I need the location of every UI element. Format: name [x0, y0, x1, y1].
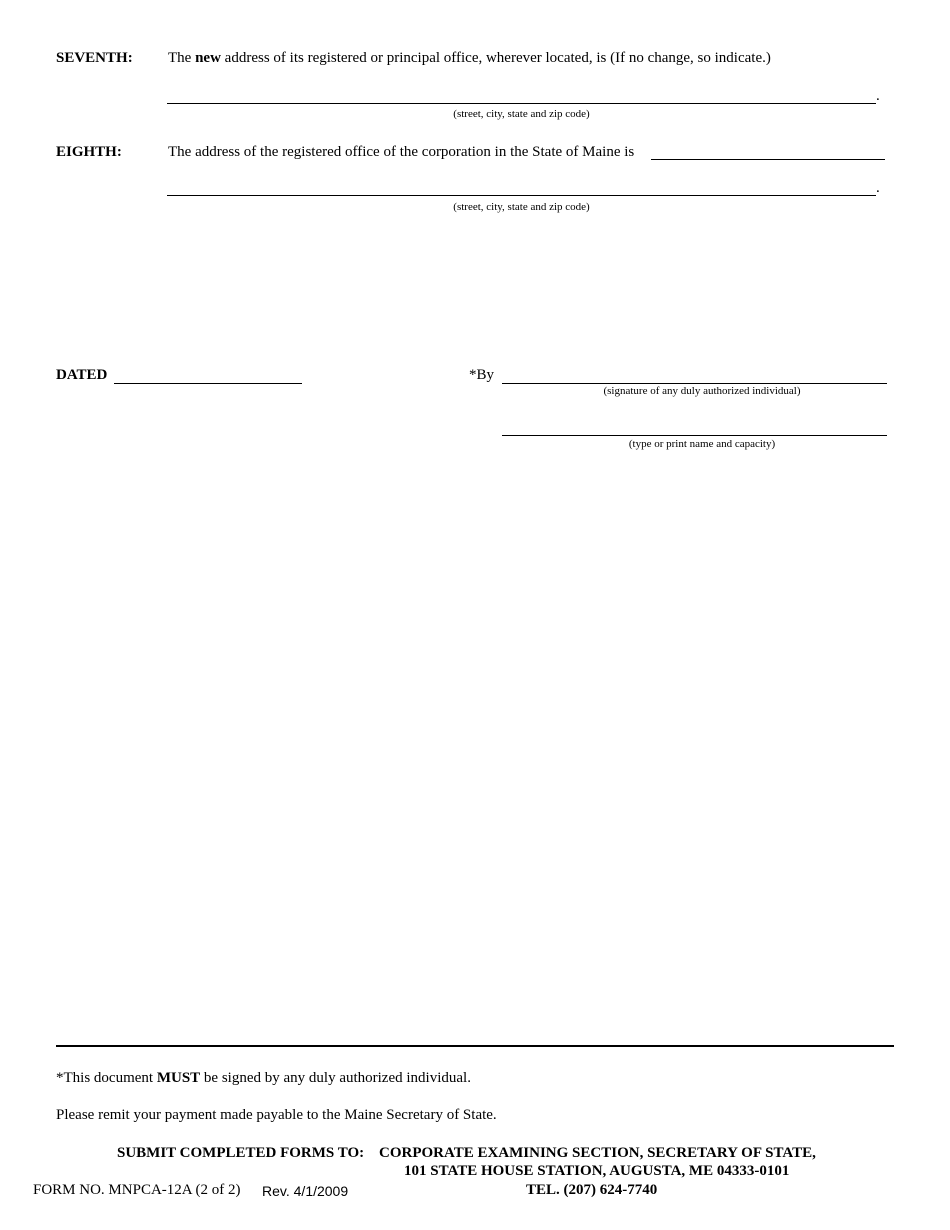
signature-caption: (signature of any duly authorized individual): [603, 385, 801, 397]
signature-line[interactable]: [502, 383, 887, 384]
seventh-address-line[interactable]: [167, 103, 876, 104]
eighth-instruction: The address of the registered office of the corporation in the State of Maine is: [168, 144, 635, 160]
eighth-address-caption: (street, city, state and zip code): [453, 201, 590, 213]
eighth-address-inline-line[interactable]: [651, 159, 885, 160]
revision-date: Rev. 4/1/2009: [262, 1183, 349, 1199]
seventh-line-end: .: [876, 88, 880, 104]
name-capacity-caption: (type or print name and capacity): [628, 438, 776, 450]
seventh-text-after: address of its registered or principal office, wherever located, is (If no change, so indicate.): [220, 50, 771, 66]
eighth-line-end: .: [876, 180, 880, 196]
seventh-label: SEVENTH:: [56, 50, 133, 66]
seventh-address-caption: (street, city, state and zip code): [453, 108, 590, 120]
eighth-label: EIGHTH:: [56, 144, 122, 160]
eighth-address-line[interactable]: [167, 195, 876, 196]
note-after: be signed by any duly authorized individual.: [200, 1070, 471, 1086]
note-bold: MUST: [156, 1070, 201, 1086]
seventh-instruction: [168, 50, 771, 67]
seventh-text-before: The: [168, 50, 196, 66]
submit-label: SUBMIT COMPLETED FORMS TO:: [117, 1145, 365, 1161]
by-label: *By: [469, 367, 495, 383]
submit-address-line1: CORPORATE EXAMINING SECTION, SECRETARY OF STATE,: [379, 1145, 816, 1161]
note-before: *This document: [56, 1070, 157, 1086]
footer-divider: [56, 1045, 894, 1047]
form-number: FORM NO. MNPCA-12A (2 of 2): [33, 1182, 241, 1198]
telephone: TEL. (207) 624-7740: [526, 1182, 658, 1198]
dated-label: DATED: [56, 367, 108, 383]
dated-line[interactable]: [114, 383, 302, 384]
name-capacity-line[interactable]: [502, 435, 887, 436]
signing-note: [56, 1070, 471, 1087]
submit-address-line2: 101 STATE HOUSE STATION, AUGUSTA, ME 04333-0101: [404, 1163, 790, 1179]
seventh-text-bold: new: [195, 50, 221, 66]
remit-note: Please remit your payment made payable to the Maine Secretary of State.: [56, 1107, 497, 1123]
